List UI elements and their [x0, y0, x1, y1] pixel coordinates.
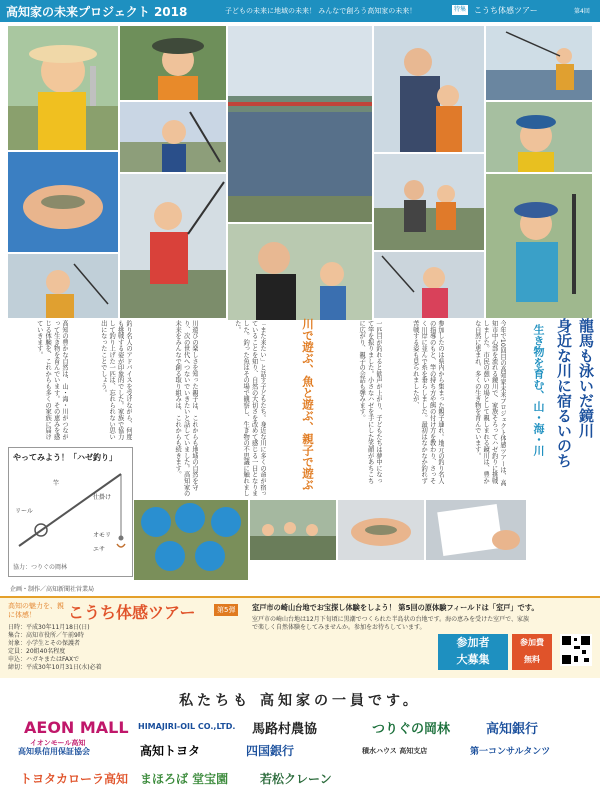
sponsor-logo: つりぐの岡林 [372, 722, 451, 737]
qr-code-icon[interactable] [560, 634, 592, 666]
subhead-block [270, 318, 326, 491]
sponsor-logo: 若松クレーン [260, 772, 332, 786]
hint-label: リール [15, 508, 33, 515]
photo-boy-fish-hat [486, 174, 592, 318]
hint-label: オモリ [93, 532, 112, 539]
sponsor-logo: 積水ハウス 高知支店 [362, 747, 428, 755]
sponsor-logo: 四国銀行 [246, 744, 295, 758]
photo-leaflet [426, 500, 526, 560]
headline-2: 身近な川に宿るいのち [555, 318, 573, 468]
article-column: 一匹目が釣れると歓声が上がり、子どもたちは夢中になって竿を振りました。小さなハゼを手にした笑顔があちこちに広がり、親子の会話も弾みます。 [358, 320, 382, 484]
tour-detail: 申込：ハガキまたはFAXで [8, 656, 80, 663]
apply-line: 参加者 [456, 636, 490, 649]
sponsor-logo: AEON MALL [24, 718, 129, 737]
photo-kid-rod-small [8, 254, 118, 318]
apply-badge [438, 634, 508, 670]
fee-line: 無料 [524, 655, 540, 664]
tour-lead: 高知の魅力を、親に体感！ [8, 602, 64, 619]
article-column: 今年で10回目の高知家未来プロジェクト体感ツアーは、高知市中心部を流れる鏡川で、家族そろってハゼ釣りに挑戦しました。市民の憩いの場として親しまれる鏡川は、豊かな自然に恵まれ、多くの生き物を育んでいます。 [473, 320, 506, 486]
sponsor-logo: 馬路村農協 [252, 722, 318, 737]
sponsor-logo: 高知トヨタ [140, 744, 201, 758]
photo-boy-rod [120, 102, 226, 172]
photo-river-bridge [228, 26, 372, 222]
header-subtitle: 子どもの未来に地域の未来！ みんなで創ろう高知家の未来！ [225, 7, 417, 15]
photo-hands-fish [8, 152, 118, 252]
sponsor-logo: まほろば 堂宝園 [140, 772, 229, 786]
sponsor-logo: イオンモール高知 [30, 739, 86, 747]
photo-girl-rod [374, 252, 484, 318]
headline-1: 龍馬も泳いだ鏡川 [577, 318, 595, 438]
hint-label: エサ [93, 546, 106, 553]
tour-body: 室戸市の崎山台地は12月下旬頃に黒潮でつくられた半島状の台地です。海の恵みを受けた室戸で、家族で楽しく自然体験をしてみませんか。参加をお待ちしています。 [252, 616, 530, 631]
tour-detail: 定員：20組40名程度 [8, 648, 66, 655]
photo-group [250, 500, 336, 560]
article-column: 釣り名人のアドバイスを受けながら、何度も挑戦する姿が印象的でした。家族で協力して釣り上げた一匹は、忘れられない思い出になったことでしょう。 [99, 320, 132, 440]
page-header [0, 0, 600, 22]
article-column: 「また来たい」と話す子どもたち。身近な川に多くの命が宿っていることを知り、自然の大切さを改めて感じる一日となりました。釣った魚はその場で観察し、生き物の不思議に触れました。 [233, 320, 266, 497]
sponsor-logo: 高知県信用保証協会 [18, 747, 90, 756]
article-column: 参加したのは県内から集まった親子連れ。地元の釣り名人の指導のもと、竿の持ち方や餌の付け方を教わり、さっそく川岸に並んで糸を垂らしました。最初はなかなか釣れず苦戦する姿も見られましたが、 [411, 320, 444, 484]
hint-title: やってみよう！「ハゼ釣り」 [13, 453, 117, 462]
article-title-block [510, 318, 595, 468]
hint-note: 協力：つりぐの岡林 [13, 564, 68, 571]
tour-detail: 締切：平成30年10月31日(水)必着 [8, 664, 102, 671]
article-column: 川遊びの楽しさを知った親子は、これからも地域の自然を守り、次の世代へつないでいきたいと話していました。高知家の未来をみんなで創る取り組みは、これからも続きます。 [174, 320, 198, 497]
tour-detail: 集合：高知市役所／午前9時 [8, 632, 84, 639]
photo-buckets [134, 500, 248, 580]
credit: 企画・制作／高知新聞社営業局 [10, 586, 95, 593]
fee-badge [512, 634, 552, 670]
sponsor-logo: 第一コンサルタンツ [470, 747, 551, 757]
photo-man-kid-fish [228, 224, 372, 320]
article-column: 高知の豊かな自然は、山・海・川がつながって生き物を育んでいます。その恵みを感じる体験を、これからも多くの家族に届けていきます。 [35, 320, 68, 440]
sponsor-logo: 高知銀行 [486, 722, 539, 737]
header-series: こうち体感ツアー [474, 6, 538, 15]
header-edition: 第4回 [574, 8, 590, 15]
tour-details [8, 624, 248, 672]
header-tag: 特集 [454, 6, 467, 13]
tour-banner [0, 596, 600, 678]
sponsor-logo: トヨタカローラ高知 [20, 772, 129, 786]
sponsor-heading: 私たちも 高知家の一員です。 [179, 693, 421, 709]
tagline: 生き物を育む、山・海・川 [532, 324, 545, 456]
photo-man-boy-reel [374, 26, 484, 152]
hint-box [8, 447, 133, 577]
hint-label: 仕掛け [93, 494, 112, 501]
photo-handling-fish [338, 500, 424, 560]
tour-badge: 第5弾 [214, 604, 238, 616]
photo-girl-hat-fish [8, 26, 118, 150]
photo-boy-smile [486, 102, 592, 172]
photo-boy-hat [120, 26, 226, 100]
fee-line: 参加費 [520, 638, 544, 647]
tour-headline: 室戸市の崎山台地でお宝探し体験をしよう！ 第5回の原体験フィールドは「室戸」です。 [252, 603, 539, 612]
tour-detail: 日時：平成30年11月18日(日) [8, 624, 90, 631]
sponsor-logo: HIMAJIRI-OIL CO.,LTD. [138, 722, 236, 731]
photo-family-river [374, 154, 484, 250]
photo-river-fisher [486, 26, 592, 100]
photo-boy-cast [120, 174, 226, 318]
subhead: 川で遊ぶ、魚と遊ぶ、親子で遊ぶ [301, 318, 315, 491]
header-title: 高知家の未来プロジェクト 2018 [6, 5, 188, 19]
hint-label: 竿 [53, 480, 60, 487]
apply-line: 大募集 [456, 653, 490, 666]
tour-title: こうち体感ツアー [68, 603, 196, 622]
tour-detail: 対象：小学生とその保護者 [8, 640, 81, 647]
